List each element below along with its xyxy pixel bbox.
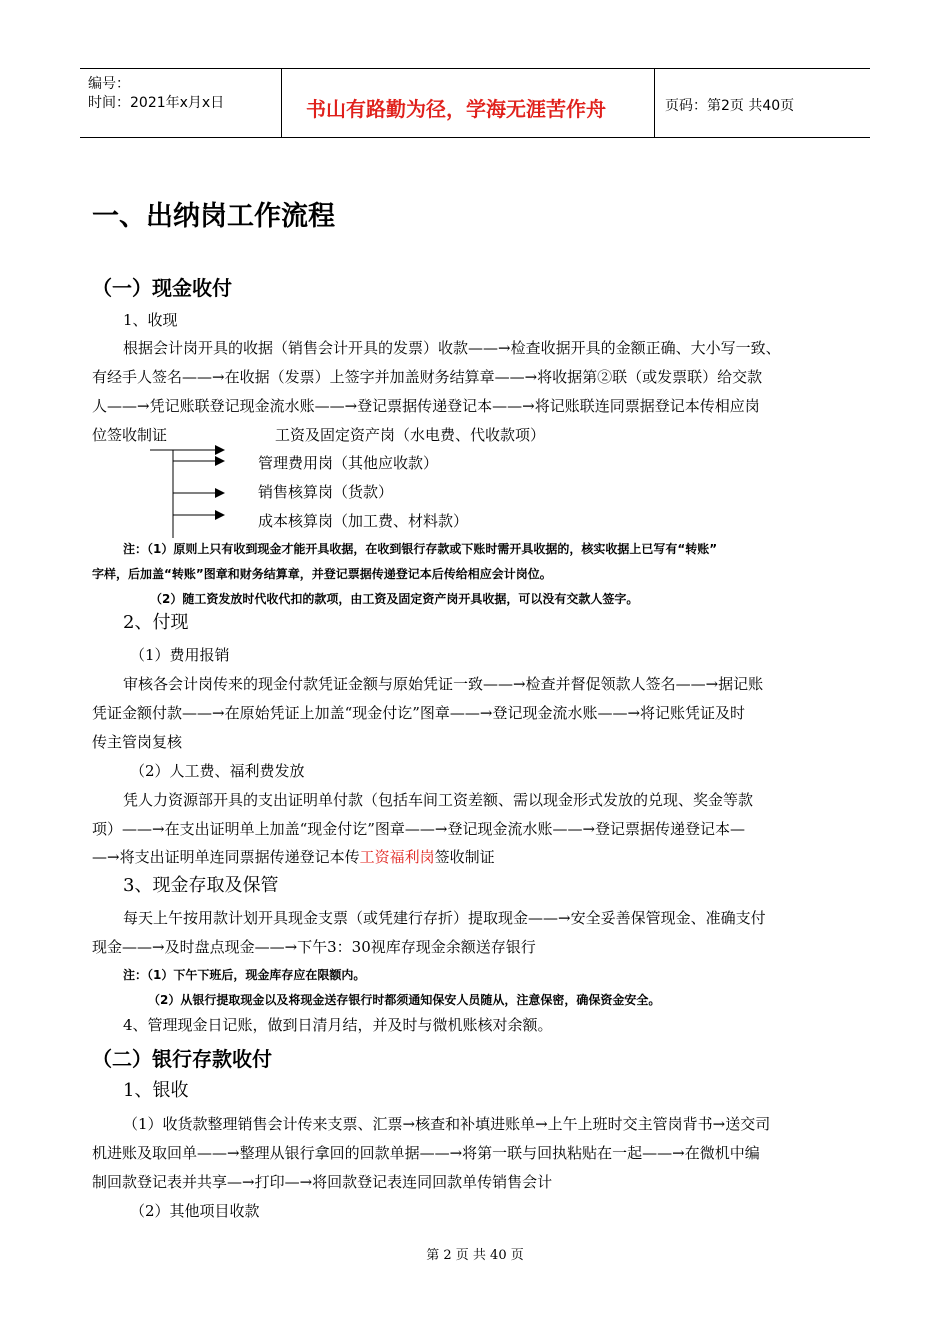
note-line: （2）从银行提取现金以及将现金送存银行时都须通知保安人员随从，注意保密，确保资金安全。 <box>148 993 661 1007</box>
paragraph-text: —→将支出证明单连同票据传递登记本传 <box>92 848 360 866</box>
note-line: 注：（1）下午下班后，现金库存应在限额内。 <box>123 968 366 982</box>
branch-item: 成本核算岗（加工费、材料款） <box>258 512 469 530</box>
note-line: 字样，后加盖“转账”图章和财务结算章，并登记票据传递登记本后传给相应会计岗位。 <box>92 567 552 581</box>
header-motto: 书山有路勤为径，学海无涯苦作舟 <box>306 97 606 121</box>
sub-item-title: （2）人工费、福利费发放 <box>130 762 305 780</box>
sub-item-title: （1）费用报销 <box>130 646 230 664</box>
paragraph-line: 人——→凭记账联登记现金流水账——→登记票据传递登记本——→将记账联连同票据登记本传相应岗 <box>92 397 760 415</box>
paragraph-line: 4、管理现金日记账，做到日清月结，并及时与微机账核对余额。 <box>123 1016 553 1034</box>
subsection-title: 1、银收 <box>123 1080 189 1101</box>
paragraph-line <box>92 847 495 867</box>
paragraph-line: 机进账及取回单——→整理从银行拿回的回款单据——→将第一联与回执粘贴在一起——→在微机中编 <box>92 1144 760 1162</box>
branch-arrows <box>145 440 235 540</box>
branch-item: 管理费用岗（其他应收款） <box>258 454 439 472</box>
paragraph-line: 每天上午按用款计划开具现金支票（或凭建行存折）提取现金——→安全妥善保管现金、准确支付 <box>123 909 766 927</box>
paragraph-line: （1）收货款整理销售会计传来支票、汇票→核查和补填进账单→上午上班时交主管岗背书→送交司 <box>123 1115 771 1133</box>
branch-item: 工资及固定资产岗（水电费、代收款项） <box>275 426 546 444</box>
section-heading-cash: （一）现金收付 <box>92 276 232 300</box>
document-number-label: 编号： <box>88 76 130 92</box>
paragraph-line: 位签收制证 <box>92 426 168 444</box>
page-footer: 第 2 页 共 40 页 <box>426 1248 524 1263</box>
paragraph-text: 签收制证 <box>434 848 495 866</box>
header-motto-cell <box>282 69 655 137</box>
paragraph-line: 凭人力资源部开具的支出证明单付款（包括车间工资差额、需以现金形式发放的兑现、奖金等款 <box>123 791 754 809</box>
note-line: 注：（1）原则上只有收到现金才能开具收据，在收到银行存款或下账时需开具收据的，核实收据上已写有“转账” <box>123 542 718 556</box>
paragraph-line: 审核各会计岗传来的现金付款凭证金额与原始凭证一致——→检查并督促领款人签名——→据记账 <box>123 675 764 693</box>
branch-item: 销售核算岗（货款） <box>258 483 394 501</box>
note-line: （2）随工资发放时代收代扣的款项，由工资及固定资产岗开具收据，可以没有交款人签字。 <box>150 592 639 606</box>
subsection-title: 3、现金存取及保管 <box>123 875 279 896</box>
header-page-info: 页码：第2页 共40页 <box>665 98 795 114</box>
highlighted-text: 工资福利岗 <box>359 848 435 866</box>
paragraph-line: 现金——→及时盘点现金——→下午3：30视库存现金余额送存银行 <box>92 938 536 956</box>
paragraph-line: 制回款登记表并共享—→打印—→将回款登记表连同回款单传销售会计 <box>92 1173 553 1191</box>
header-page-cell <box>655 69 870 137</box>
document-date: 时间：2021年x月x日 <box>88 95 225 111</box>
subsection-title: 2、付现 <box>123 612 189 633</box>
page-title: 一、出纳岗工作流程 <box>92 201 335 232</box>
paragraph-line: 有经手人签名——→在收据（发票）上签字并加盖财务结算章——→将收据第②联（或发票联）给交款 <box>92 368 763 386</box>
sub-item-title: （2）其他项目收款 <box>130 1202 260 1220</box>
paragraph-line: 根据会计岗开具的收据（销售会计开具的发票）收款——→检查收据开具的金额正确、大小写一致、 <box>123 339 781 357</box>
paragraph-line: 传主管岗复核 <box>92 733 183 751</box>
document-header <box>80 68 870 138</box>
subsection-title: 1、收现 <box>123 311 178 329</box>
section-heading-bank: （二）银行存款收付 <box>92 1047 272 1071</box>
header-meta-cell <box>80 69 282 137</box>
paragraph-line: 凭证金额付款——→在原始凭证上加盖“现金付讫”图章——→登记现金流水账——→将记账凭证及时 <box>92 704 746 722</box>
paragraph-line: 项）——→在支出证明单上加盖“现金付讫”图章——→登记现金流水账——→登记票据传递登记本— <box>92 820 746 838</box>
